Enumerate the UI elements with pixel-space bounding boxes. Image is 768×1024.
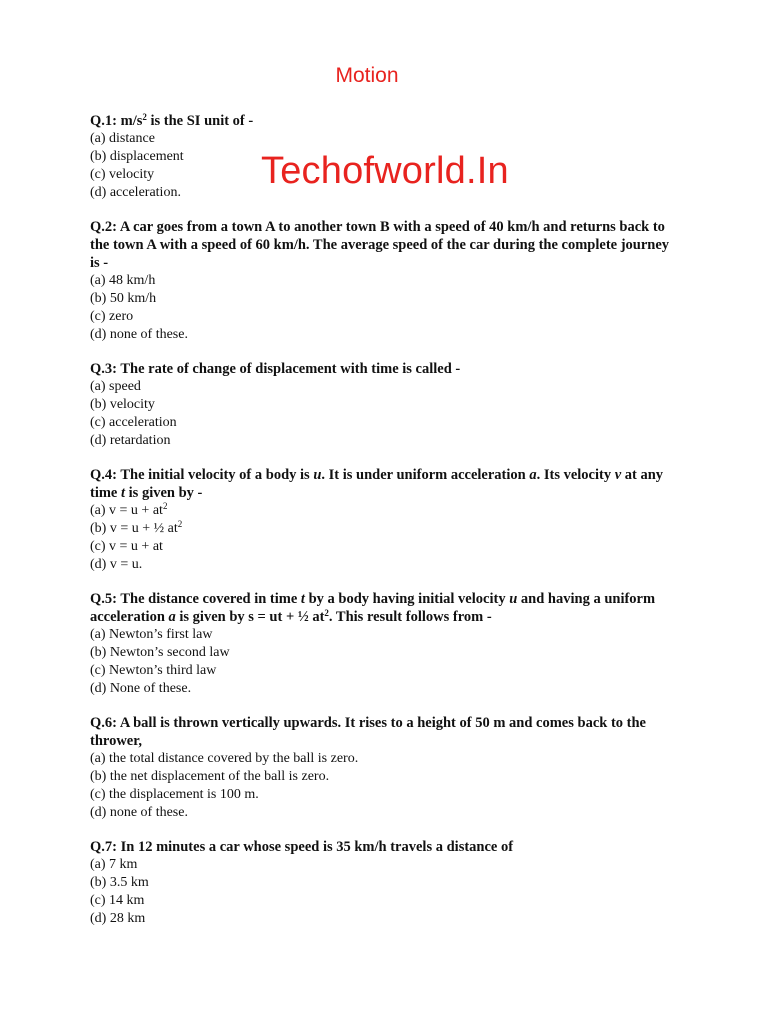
option-b: (b) 3.5 km <box>90 875 149 890</box>
option-d: (d) none of these. <box>90 327 188 342</box>
question-4-text: Q.4: The initial velocity of a body is u. It is under uniform acceleration a. Its velocity v at any time t is given by - <box>90 467 664 501</box>
option-a: (a) speed <box>90 379 141 394</box>
option-b: (b) 50 km/h <box>90 291 157 306</box>
option-b: (b) the net displacement of the ball is zero. <box>90 769 330 784</box>
question-2 <box>90 218 680 344</box>
option-d: (d) acceleration. <box>90 185 181 200</box>
option-d: (d) none of these. <box>90 805 188 820</box>
option-c: (c) Newton’s third law <box>90 663 217 678</box>
option-c: (c) zero <box>90 309 134 324</box>
question-list <box>90 112 680 944</box>
option-a: (a) $v = u + at^2$ <box>90 501 168 518</box>
option-b: (b) Newton’s second law <box>90 645 230 660</box>
option-c: (c) velocity <box>90 167 155 182</box>
question-3 <box>90 360 680 450</box>
question-3-text: Q.3: The rate of change of displacement with time is called - <box>90 361 461 377</box>
question-6-text: Q.6: A ball is thrown vertically upwards. It rises to a height of 50 m and comes back to the thrower, <box>90 715 646 749</box>
option-c: (c) the displacement is 100 m. <box>90 787 259 802</box>
question-7-text: Q.7: In 12 minutes a car whose speed is 35 km/h travels a distance of <box>90 839 514 855</box>
question-5-text: Q.5: The distance covered in time t by a body having initial velocity u and having a uniform acceleration a is given by s = ut + ½ $at^2$. This result follows from - <box>90 591 656 625</box>
question-6 <box>90 714 680 822</box>
option-a: (a) distance <box>90 131 155 146</box>
question-5 <box>90 590 680 698</box>
option-b: (b) v = u + ½ $at^2$ <box>90 519 183 536</box>
page-title: Motion <box>335 64 399 87</box>
option-c: (c) acceleration <box>90 415 177 430</box>
option-d: (d) v = u. <box>90 557 143 572</box>
option-a: (a) 7 km <box>90 857 138 872</box>
option-c: (c) v = u + at <box>90 539 163 554</box>
question-7 <box>90 838 680 928</box>
option-b: (b) displacement <box>90 149 184 164</box>
option-c: (c) 14 km <box>90 893 145 908</box>
question-1-text: Q.1: $m/s^2$ is the SI unit of - <box>90 112 254 129</box>
option-a: (a) the total distance covered by the ball is zero. <box>90 751 359 766</box>
option-d: (d) None of these. <box>90 681 192 696</box>
option-d: (d) 28 km <box>90 911 146 926</box>
option-d: (d) retardation <box>90 433 171 448</box>
question-4 <box>90 466 680 574</box>
watermark-text: Techofworld.In <box>261 150 509 192</box>
option-a: (a) 48 km/h <box>90 273 156 288</box>
question-2-text: Q.2: A car goes from a town A to another town B with a speed of 40 km/h and returns back to the town A with a speed of 60 km/h. The average speed of the car during the complete journey is - <box>90 219 670 271</box>
question-1 <box>90 112 680 202</box>
option-b: (b) velocity <box>90 397 155 412</box>
option-a: (a) Newton’s first law <box>90 627 213 642</box>
